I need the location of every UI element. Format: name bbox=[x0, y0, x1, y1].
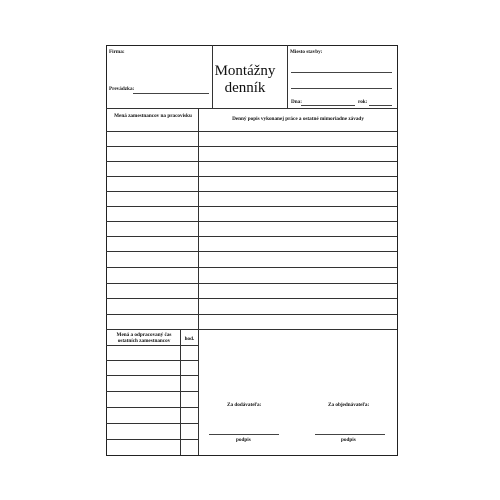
upper-table-row-line bbox=[106, 298, 397, 299]
upper-table-row-line bbox=[106, 314, 397, 315]
rok-label: rok: bbox=[358, 99, 368, 105]
hours-column-header: hod. bbox=[184, 336, 195, 342]
lower-table-row-line bbox=[106, 423, 199, 424]
customer-signature-label: Za objednávateľa: bbox=[328, 402, 370, 408]
upper-table-row-line bbox=[106, 251, 397, 252]
upper-table-row-line bbox=[106, 176, 397, 177]
upper-table-row-line bbox=[106, 146, 397, 147]
customer-signature-caption: podpis bbox=[341, 437, 356, 443]
rok-underline[interactable] bbox=[369, 105, 392, 106]
upper-table-row-line bbox=[106, 267, 397, 268]
supplier-signature-label: Za dodávateľa: bbox=[227, 402, 262, 408]
title-line-1: Montážny bbox=[214, 63, 276, 79]
upper-table-row-line bbox=[106, 161, 397, 162]
datum-label: Dna: bbox=[291, 99, 302, 105]
upper-table-row-line bbox=[106, 283, 397, 284]
supplier-signature-caption: podpis bbox=[236, 437, 251, 443]
miesto-stavby-line-1[interactable] bbox=[291, 72, 392, 73]
lower-table-row-line bbox=[106, 407, 199, 408]
other-employees-column-header: Mená a odpracovaný čas ostatních zamestnancov bbox=[116, 332, 172, 344]
firma-label: Firma: bbox=[109, 49, 125, 55]
employees-column-header: Mená zamestnancov na pracovisku bbox=[114, 113, 192, 119]
upper-table-row-line bbox=[106, 206, 397, 207]
prevadzka-label: Prevádzka: bbox=[109, 86, 135, 92]
datum-underline[interactable] bbox=[301, 105, 355, 106]
supplier-signature-line[interactable] bbox=[209, 434, 279, 435]
lower-table-row-line bbox=[106, 360, 199, 361]
title-line-2: denník bbox=[224, 80, 266, 96]
work-description-column-header: Denný popis vykonanej práce a ostatné mimoriadne závady bbox=[232, 116, 364, 122]
lower-names-divider bbox=[180, 329, 181, 455]
header-divider bbox=[106, 108, 397, 109]
miesto-stavby-label: Miesto stavby: bbox=[290, 49, 323, 55]
page-title bbox=[200, 63, 290, 97]
upper-table-row-line bbox=[106, 236, 397, 237]
upper-table-row-line bbox=[106, 221, 397, 222]
upper-table-column-divider bbox=[198, 108, 199, 329]
lower-table-row-line bbox=[106, 439, 199, 440]
lower-table-row-line bbox=[106, 391, 199, 392]
upper-table-row-line bbox=[106, 191, 397, 192]
upper-table-row-line bbox=[106, 131, 397, 132]
lower-table-row-line bbox=[106, 345, 199, 346]
lower-table-row-line bbox=[106, 375, 199, 376]
section-divider bbox=[106, 329, 397, 330]
prevadzka-underline[interactable] bbox=[133, 93, 209, 94]
customer-signature-line[interactable] bbox=[315, 434, 385, 435]
miesto-stavby-line-2[interactable] bbox=[291, 88, 392, 89]
lower-hours-divider bbox=[198, 329, 199, 455]
